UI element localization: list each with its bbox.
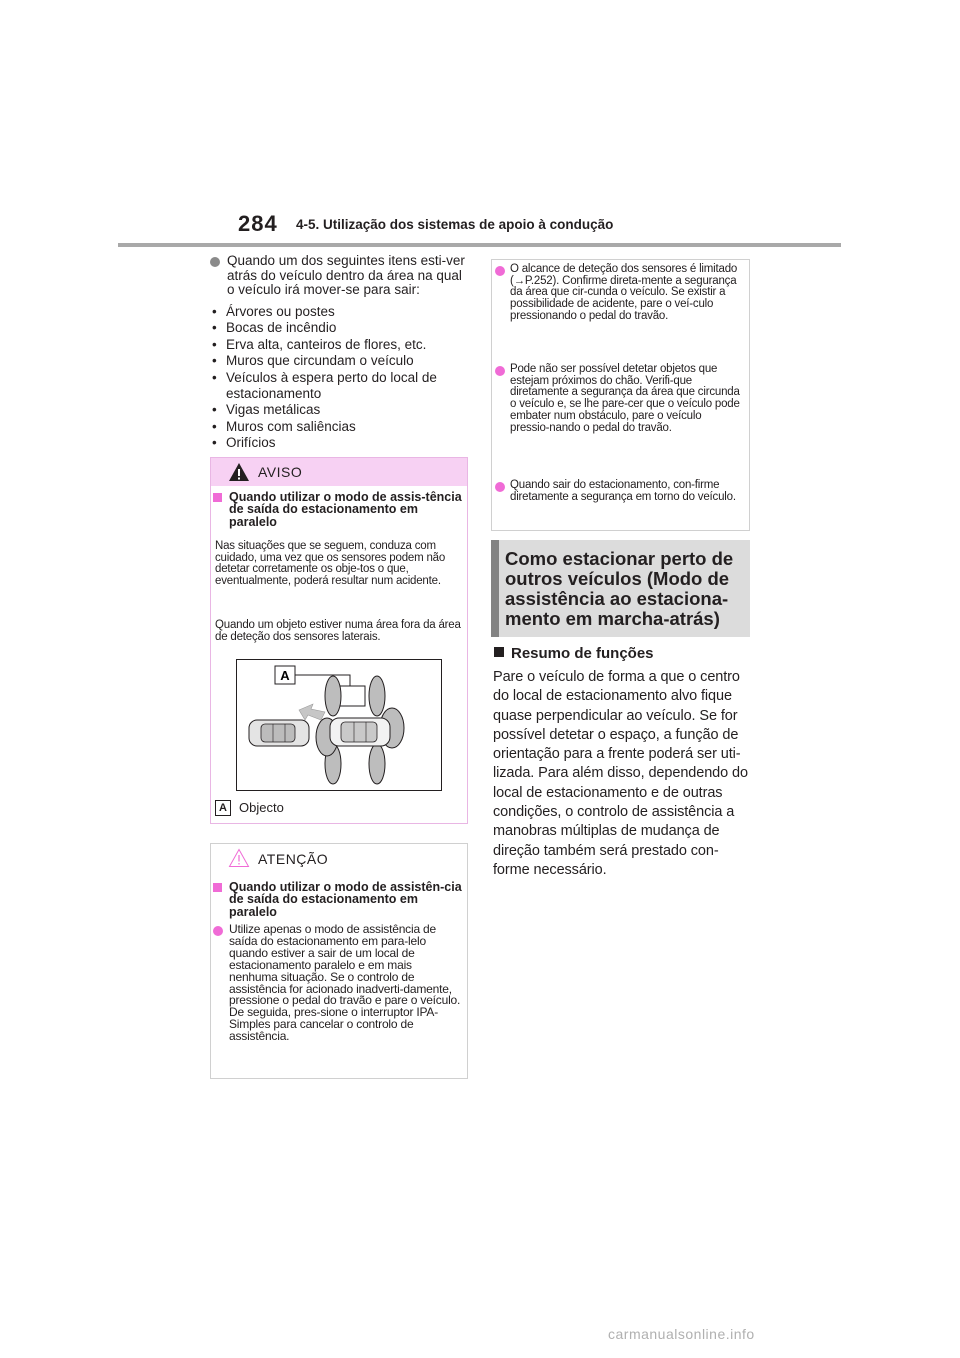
bullet-icon [495,266,505,276]
section-heading-bar [491,540,499,637]
caution-item-text: Quando sair do estacionamento, con-firme diretamente a segurança em torno do veículo. [510,479,736,503]
warning-paragraph: Nas situações que se seguem, conduza com cuidado, uma vez que os sensores podem não detetar corretamente os obje-tos o que, eventualmente, poderá resultar num acidente. [215,540,446,588]
list-item: • Veículos à espera perto do local de estacionamento [212,370,472,403]
bullet-icon [210,257,220,267]
caution-item [495,364,743,434]
warning-paragraph: Quando um objeto estiver numa área fora da área de deteção dos sensores laterais. [215,619,461,643]
caution-item-text: Utilize apenas o modo de assistência de saída do estacionamento em para-lelo quando estiver a sair de um local de estacionamento paralelo e em mais nenhuma situação. Se o controlo de assistência for acionado inadverti-damente, pressione o pedal do travão e pare o veículo. De seguida, pres-sione o interruptor IPA-Simples para cancelar o controlo de assistência. [229,922,461,1044]
list-item: • Erva alta, canteiros de flores, etc. [212,337,472,353]
own-car-icon [330,718,390,746]
bullet-icon [213,926,223,936]
figure-key-text: Objecto [239,800,284,815]
direction-arrow-icon [299,704,325,720]
subsection-heading-text: Resumo de funções [511,645,654,662]
sensor-zone-icon [369,676,385,716]
caution-heading [213,881,463,918]
parking-sensor-figure [237,660,441,790]
object-marker [338,686,365,706]
caution-item [495,264,743,323]
bullet-icon [495,482,505,492]
callout-letter: A [280,668,290,683]
figure-key-box: A [215,800,231,816]
caution-heading-text: Quando utilizar o modo de assistên-cia de saída do estacionamento em paralelo [229,880,462,919]
list-item: • Muros que circundam o veículo [212,353,472,369]
caution-item [213,924,463,1043]
section-heading: Como estacionar perto de outros veículos (Modo de assistência ao estaciona-mento em marcha-atrás) [505,548,734,629]
parked-car-icon [249,720,309,746]
caution-triangle-icon [228,848,250,868]
bullet-icon [495,366,505,376]
list-item: • Bocas de incêndio [212,320,472,336]
header-rule [118,243,841,247]
page-number: 284 [238,211,278,236]
list-item: • Vigas metálicas [212,402,472,418]
list-item: • Muros com saliências [212,419,472,435]
square-bullet-icon [494,647,504,657]
obstacle-list [212,304,472,452]
caution-item [495,480,743,503]
caution-item-text: Pode não ser possível detetar objetos que estejam próximos do chão. Verifi-que diretamente a segurança da área que circunda o veículo e, se lhe pare-cer que o veículo pode embater num obstáculo, pare o veículo pressio-nando o pedal do travão. [510,363,740,434]
warning-triangle-icon [228,462,250,482]
warning-heading [213,491,463,528]
subsection-body: Pare o veículo de forma a que o centro do local de estacionamento alvo fique quase perpendicular ao veículo. Se for possível detetar o espaço, a função de orientação para a frente poderá ser uti-lizada. Para além disso, dependendo do local de estacionamento e de outras condições, o controlo de assistência a manobras múltiplas de mudança de direção também será prestado con-forme necessário. [493,669,748,878]
square-bullet-icon [213,883,222,892]
list-item: • Árvores ou postes [212,304,472,320]
sensor-zone-icon [325,676,341,716]
caution-title: ATENÇÃO [258,851,329,867]
intro-bullet [210,254,470,298]
square-bullet-icon [213,493,222,502]
section-title: 4-5. Utilização dos sistemas de apoio à condução [296,217,614,232]
intro-text: Quando um dos seguintes itens esti-ver atrás do veículo dentro da área na qual o veículo irá mover-se para sair: [227,253,465,297]
subsection-heading [494,645,654,662]
watermark: carmanualsonline.info [608,1326,755,1342]
warning-heading-text: Quando utilizar o modo de assis-tência de saída do estacionamento em paralelo [229,490,462,529]
list-item: • Orifícios [212,435,472,451]
caution-item-text: O alcance de deteção dos sensores é limitado (→P.252). Confirme direta-mente a segurança da área que cir-cunda o veículo. Se existir a possibilidade de acidente, pare o veí-culo pressionando o pedal do travão. [510,263,738,322]
warning-title: AVISO [258,464,303,480]
sensor-zone-icon [369,744,385,784]
